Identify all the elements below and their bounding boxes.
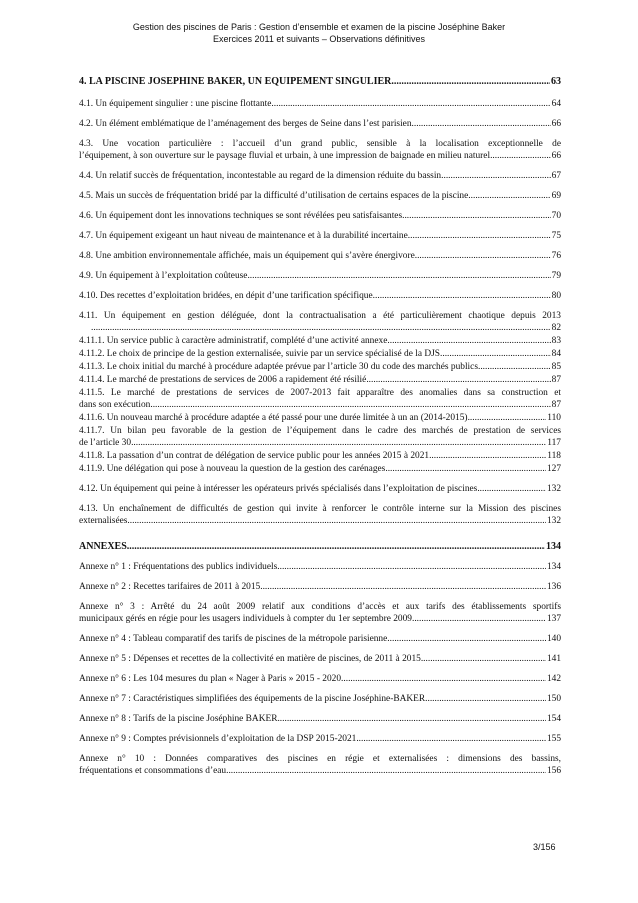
toc-page-number: 82 [551, 323, 561, 333]
toc-entry[interactable] [79, 601, 561, 625]
toc-label: Annexe n° 2 : Recettes tarifaires de 2011 à 2015 [79, 582, 261, 592]
toc-entry[interactable] [79, 633, 561, 645]
toc-entry[interactable] [79, 118, 561, 130]
toc-entry[interactable] [79, 361, 561, 373]
toc-page-number: 79 [551, 271, 561, 281]
toc-label: Annexe n° 6 : Les 104 mesures du plan « Nager à Paris » 2015 - 2020 [79, 674, 342, 684]
toc-entry[interactable] [79, 673, 561, 685]
toc-items-4-late [79, 483, 561, 527]
toc-page-number: 64 [551, 99, 561, 109]
toc-page-number: 155 [546, 734, 561, 744]
toc-entry[interactable] [79, 503, 561, 527]
toc-page-number: 84 [551, 349, 561, 359]
toc-section-4[interactable] [79, 76, 561, 88]
toc-entry[interactable] [79, 98, 561, 110]
toc-label: 4.4. Un relatif succès de fréquentation, incontestable au regard de la dimension réduite du bassin [79, 171, 442, 181]
toc-entry[interactable] [79, 374, 561, 386]
toc-entry[interactable] [79, 335, 561, 347]
toc-label: de l’article 30 [79, 438, 132, 448]
toc-label: 4.12. Un équipement qui peine à intéresser les opérateurs privés spécialisés dans l’exploitation de piscines [79, 484, 478, 494]
toc-label-line-1: 4.11.7. Un bilan peu favorable de la gestion de l’équipement dans le cadre des marchés de prestation de services [79, 426, 561, 436]
toc-entry[interactable] [79, 733, 561, 745]
toc-entry[interactable] [79, 581, 561, 593]
toc-label: Annexe n° 8 : Tarifs de la piscine Joséphine BAKER [79, 714, 278, 724]
toc-entry[interactable] [79, 270, 561, 282]
toc-entry[interactable] [79, 230, 561, 242]
toc-page-number: 136 [546, 582, 561, 592]
toc-label-line-1: Annexe n° 3 : Arrêté du 24 août 2009 relatif aux conditions d’accès et aux tarifs des établissements sportifs [79, 602, 561, 612]
toc-label: 4.11.6. Un nouveau marché à procédure adaptée a été passé pour une durée limitée à un an (2014-2015) [79, 413, 468, 423]
toc-entry[interactable] [79, 561, 561, 573]
toc-label-line-1: Annexe n° 10 : Données comparatives des piscines en régie et externalisées : dimensions des bassins, [79, 754, 561, 764]
toc-page-number: 137 [546, 614, 561, 624]
toc-items-4 [79, 98, 561, 334]
header-line-2: Exercices 2011 et suivants – Observations définitives [213, 34, 425, 44]
toc-label: 4. LA PISCINE JOSEPHINE BAKER, UN EQUIPEMENT SINGULIER [79, 76, 392, 87]
toc-label: Annexe n° 4 : Tableau comparatif des tarifs de piscines de la métropole parisienne [79, 634, 388, 644]
toc-page-number: 142 [546, 674, 561, 684]
toc-label: 4.9. Un équipement à l’exploitation coûteuse [79, 271, 248, 281]
toc-page-number: 85 [551, 362, 561, 372]
toc-page-number: 110 [547, 413, 561, 423]
toc-label-line-1: 4.13. Un enchaînement de difficultés de gestion qui invite à renforcer le contrôle interne sur la Mission des piscines [79, 504, 561, 514]
toc-label: Annexe n° 1 : Fréquentations des publics individuels [79, 562, 278, 572]
toc-page-number: 87 [551, 375, 561, 385]
toc-label: 4.2. Un élément emblématique de l’aménagement des berges de Seine dans l’est parisien [79, 119, 412, 129]
toc-label: Annexe n° 9 : Comptes prévisionnels d’exploitation de la DSP 2015-2021 [79, 734, 357, 744]
toc-entry[interactable] [79, 463, 561, 475]
toc-label-line-1: 4.3. Une vocation particulière : l’accueil d’un grand public, sensible à la localisation exceptionnelle de [79, 139, 561, 149]
toc-page-number: 67 [551, 171, 561, 181]
toc-annexes[interactable] [79, 541, 561, 553]
toc-label: 4.5. Mais un succès de fréquentation bridé par la difficulté d’utilisation de certains espaces de la piscine [79, 191, 469, 201]
toc-entry[interactable] [79, 170, 561, 182]
toc-label: 4.6. Un équipement dont les innovations techniques se sont révélées peu satisfaisantes [79, 211, 403, 221]
toc-label: dans son exécution [79, 400, 151, 410]
toc-label: 4.11.4. Le marché de prestations de services de 2006 a rapidement été résilié [79, 375, 367, 385]
toc-page-number: 83 [551, 336, 561, 346]
toc-label: fréquentations et consommations d’eau [79, 766, 227, 776]
running-header [0, 21, 638, 45]
toc-label: 4.10. Des recettes d’exploitation bridées, en dépit d’une tarification spécifique [79, 291, 373, 301]
toc-page-number: 69 [551, 191, 561, 201]
toc-page-number: 117 [547, 438, 561, 448]
toc-annex-list [79, 561, 561, 777]
toc-label: 4.11.8. La passation d’un contrat de délégation de service public pour les années 2015 à 2021 [79, 451, 430, 461]
toc-page-number: 127 [546, 464, 561, 474]
toc-page-number: 66 [551, 151, 561, 161]
toc-page-number: 156 [546, 766, 561, 776]
toc-label: municipaux gérés en régie pour les usagers individuels à compter du 1er septembre 2009 [79, 614, 412, 624]
toc-page-number: 132 [546, 516, 561, 526]
toc-label: 4.11.3. Le choix initial du marché à procédure adaptée prévue par l’article 30 du code des marchés publics [79, 362, 478, 372]
toc-label: 4.7. Un équipement exigeant un haut niveau de maintenance et à la durabilité incertaine [79, 231, 408, 241]
toc-subitems-4-11 [79, 335, 561, 475]
toc-label: 4.8. Une ambition environnementale affichée, mais un équipement qui s’avère énergivore [79, 251, 415, 261]
toc-entry[interactable] [79, 412, 561, 424]
toc-page-number: 134 [546, 562, 561, 572]
toc-entry[interactable] [79, 753, 561, 777]
toc-entry[interactable] [79, 290, 561, 302]
toc-label: externalisées [79, 516, 128, 526]
toc-page-number: 154 [546, 714, 561, 724]
header-line-1: Gestion des piscines de Paris : Gestion d’ensemble et examen de la piscine Joséphine Baker [132, 22, 506, 32]
toc-page-number: 134 [546, 541, 561, 552]
page-number: 3/156 [533, 842, 556, 852]
toc-label: 4.11.9. Une délégation qui pose à nouveau la question de la gestion des carénages [79, 464, 386, 474]
toc-page-number: 140 [546, 634, 561, 644]
toc-entry[interactable] [79, 310, 561, 334]
toc-label: ANNEXES [79, 541, 127, 552]
toc-entry[interactable] [79, 250, 561, 262]
toc-entry[interactable] [79, 653, 561, 665]
toc-page-number: 132 [546, 484, 561, 494]
toc-entry[interactable] [79, 387, 561, 411]
toc-entry[interactable] [79, 425, 561, 449]
toc-page-number: 66 [551, 119, 561, 129]
toc-entry[interactable] [79, 210, 561, 222]
toc-page-number: 76 [551, 251, 561, 261]
toc-page-number: 80 [551, 291, 561, 301]
toc-label: Annexe n° 7 : Caractéristiques simplifiées des équipements de la piscine Joséphine-BAKER [79, 694, 426, 704]
toc-page-number: 63 [551, 76, 561, 87]
toc-page-number: 75 [551, 231, 561, 241]
toc-page-number: 141 [546, 654, 561, 664]
toc-page-number: 118 [547, 451, 561, 461]
toc-entry[interactable] [79, 693, 561, 705]
table-of-contents [79, 76, 561, 777]
toc-label: l’équipement, à son ouverture sur le paysage fluvial et urbain, à une impression de baignade en milieu naturel. [79, 151, 493, 161]
toc-entry[interactable] [79, 190, 561, 202]
toc-label: 4.1. Un équipement singulier : une piscine flottante [79, 99, 272, 109]
toc-page-number: 70 [551, 211, 561, 221]
toc-page-number: 87 [551, 400, 561, 410]
toc-label-line-1: 4.11.5. Le marché de prestations de services de 2007-2013 fait apparaître des anomalies dans sa construction et [79, 388, 561, 398]
toc-entry[interactable] [79, 450, 561, 462]
toc-entry[interactable] [79, 138, 561, 162]
toc-label: 4.11.2. Le choix de principe de la gestion externalisée, suivie par un service spécialisé de la DJS [79, 349, 440, 359]
toc-label: Annexe n° 5 : Dépenses et recettes de la collectivité en matière de piscines, de 2011 à 2015 [79, 654, 421, 664]
toc-entry[interactable] [79, 483, 561, 495]
toc-page-number: 150 [546, 694, 561, 704]
toc-entry[interactable] [79, 348, 561, 360]
toc-label: 4.11.1. Un service public à caractère administratif, complété d’une activité annexe [79, 336, 388, 346]
toc-entry[interactable] [79, 713, 561, 725]
toc-label-line-1: 4.11. Un équipement en gestion déléguée, dont la contractualisation a été particulièrement chaotique depuis 2013 [79, 311, 561, 321]
